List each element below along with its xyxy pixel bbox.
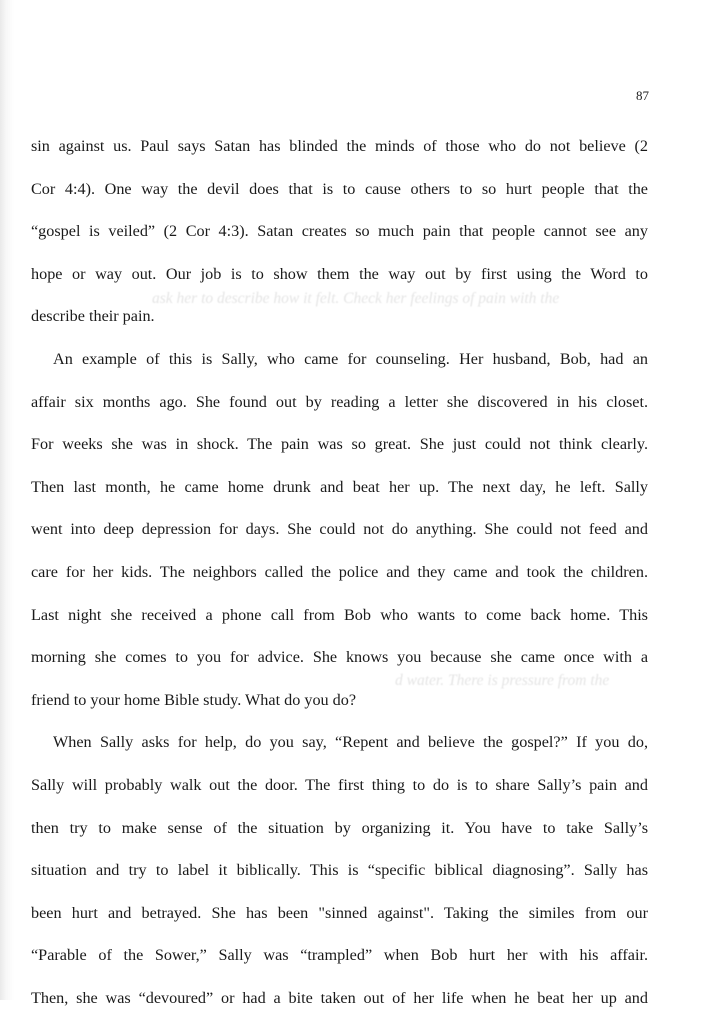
text-line: morning she comes to you for advice. She knows you because she came once with a: [31, 648, 648, 667]
text-line: friend to your home Bible study. What do you do?: [31, 690, 357, 709]
text-line: situation and try to label it biblically. This is “specific biblical diagnosing”. Sally has: [31, 861, 648, 880]
text-line: hope or way out. Our job is to show them the way out by first using the Word to: [31, 264, 648, 283]
text-line: sin against us. Paul says Satan has blinded the minds of those who do not believe (2: [31, 137, 648, 155]
text-line: When Sally asks for help, do you say, “Repent and believe the gospel?” If you do,: [53, 733, 648, 752]
text-line: describe their pain.: [31, 307, 155, 326]
text-line: For weeks she was in shock. The pain was so great. She just could not think clearly.: [31, 435, 648, 454]
text-line: affair six months ago. She found out by reading a letter she discovered in his closet.: [31, 392, 648, 411]
body-text: [31, 125, 648, 1019]
page-number: 87: [636, 88, 649, 103]
text-line: Then, she was “devoured” or had a bite taken out of her life when he beat her up and: [31, 988, 648, 1007]
text-line: Then last month, he came home drunk and beat her up. The next day, he left. Sally: [31, 477, 648, 496]
text-line: care for her kids. The neighbors called the police and they came and took the children.: [31, 562, 648, 581]
text-line: “Parable of the Sower,” Sally was “trampled” when Bob hurt her with his affair.: [31, 946, 648, 965]
text-line: went into deep depression for days. She could not do anything. She could not feed and: [31, 520, 648, 539]
text-line: Sally will probably walk out the door. The first thing to do is to share Sally’s pain and: [31, 775, 648, 794]
text-line: An example of this is Sally, who came for counseling. Her husband, Bob, had an: [53, 349, 648, 368]
text-line: Last night she received a phone call from Bob who wants to come back home. This: [31, 605, 648, 624]
text-line: been hurt and betrayed. She has been "sinned against". Taking the similes from our: [31, 903, 648, 922]
bleed-through-text-2: d water. There is pressure from the: [395, 672, 610, 689]
text-line: Cor 4:4). One way the devil does that is to cause others to so hurt people that the: [31, 179, 648, 198]
text-line: “gospel is veiled” (2 Cor 4:3). Satan creates so much pain that people cannot see any: [31, 222, 648, 241]
bleed-through-text-1: ask her to describe how it felt. Check her feelings of pain with the: [152, 290, 560, 307]
text-line: then try to make sense of the situation by organizing it. You have to take Sally’s: [31, 818, 648, 837]
